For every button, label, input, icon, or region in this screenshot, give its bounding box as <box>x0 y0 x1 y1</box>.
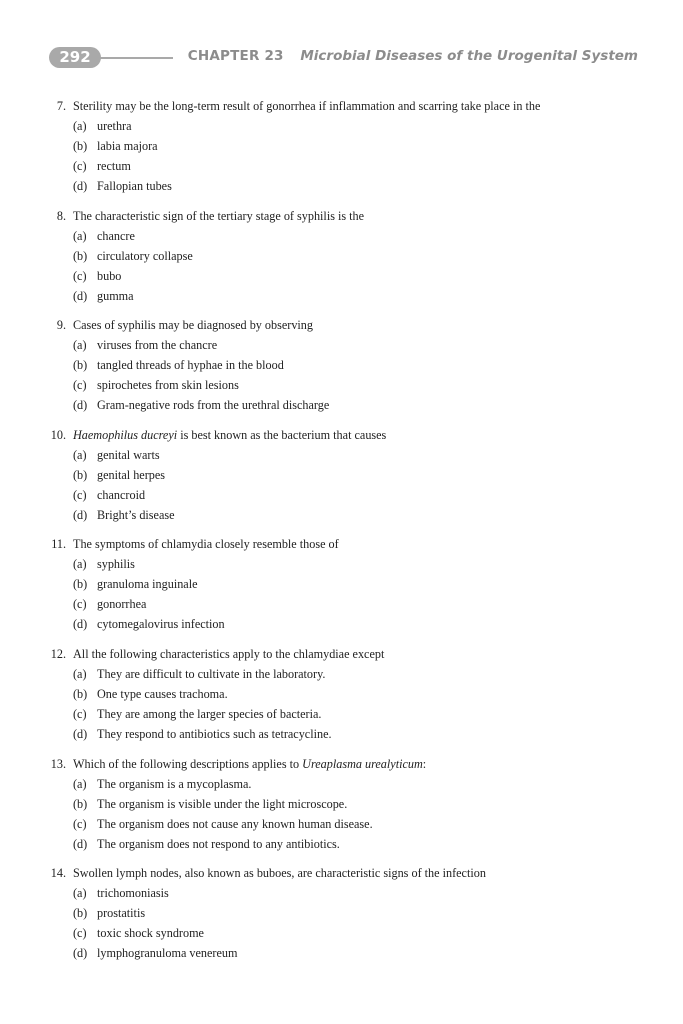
question-number: 14. <box>50 866 66 881</box>
option-text: Fallopian tubes <box>97 179 172 193</box>
question-text: All the following characteristics apply to the chlamydiae except <box>73 646 385 661</box>
question-text: Cases of syphilis may be diagnosed by observing <box>73 318 313 333</box>
answer-option <box>0 704 683 724</box>
option-text: The organism is visible under the light microscope. <box>97 796 348 811</box>
option-text: toxic shock syndrome <box>97 926 204 941</box>
option-letter: (b) <box>73 248 88 263</box>
page-header <box>0 0 683 80</box>
question-stem <box>0 644 683 664</box>
option-letter: (a) <box>73 666 87 681</box>
answer-option <box>0 554 683 574</box>
question-stem <box>0 863 683 883</box>
question-number: 11. <box>51 537 66 552</box>
option-letter: (d) <box>73 617 88 632</box>
answer-option <box>0 266 683 286</box>
answer-option <box>0 445 683 465</box>
option-text: rectum <box>97 159 131 173</box>
question-item <box>0 534 683 634</box>
option-letter: (d) <box>73 836 88 851</box>
option-letter: (b) <box>73 577 88 592</box>
question-stem <box>0 315 683 335</box>
option-letter: (c) <box>73 926 87 941</box>
option-letter: (b) <box>73 467 88 482</box>
option-text: The organism is a mycoplasma. <box>97 776 252 791</box>
answer-option <box>0 574 683 594</box>
question-text: Swollen lymph nodes, also known as buboes, are characteristic signs of the infection <box>73 866 486 881</box>
answer-option <box>0 794 683 814</box>
question-stem <box>0 425 683 445</box>
option-letter: (c) <box>73 378 87 393</box>
option-letter: (a) <box>73 886 87 901</box>
option-letter: (b) <box>73 358 88 373</box>
option-text: lymphogranuloma venereum <box>97 946 238 961</box>
answer-option <box>0 923 683 943</box>
question-stem <box>0 206 683 226</box>
option-letter: (b) <box>73 686 88 701</box>
option-text: genital warts <box>97 447 160 462</box>
question-number: 7. <box>56 99 66 113</box>
option-letter: (c) <box>73 706 87 721</box>
question-item <box>0 863 683 963</box>
question-item <box>0 96 683 196</box>
option-text: granuloma inguinale <box>97 577 198 592</box>
option-text: One type causes trachoma. <box>97 686 228 701</box>
option-letter: (d) <box>73 288 88 303</box>
option-letter: (a) <box>73 228 87 243</box>
question-item <box>0 754 683 854</box>
question-text-italic: Ureaplasma urealyticum <box>302 756 423 771</box>
option-text: The organism does not respond to any antibiotics. <box>97 836 340 851</box>
option-text: bubo <box>97 268 122 283</box>
option-letter: (c) <box>73 816 87 831</box>
answer-option <box>0 286 683 306</box>
option-text: tangled threads of hyphae in the blood <box>97 358 284 373</box>
question-text: The symptoms of chlamydia closely resemble those of <box>73 537 339 552</box>
option-text: They respond to antibiotics such as tetracycline. <box>97 726 332 741</box>
question-stem <box>0 754 683 774</box>
answer-option <box>0 136 683 156</box>
header-rule <box>97 57 173 59</box>
option-text: chancroid <box>97 487 146 502</box>
answer-option <box>0 176 683 196</box>
option-text: The organism does not cause any known human disease. <box>97 816 373 831</box>
option-text: Gram-negative rods from the urethral discharge <box>97 398 330 413</box>
chapter-label: CHAPTER 23 <box>187 48 284 64</box>
answer-option <box>0 485 683 505</box>
option-letter: (d) <box>73 398 88 413</box>
answer-option <box>0 395 683 415</box>
option-letter: (d) <box>73 507 88 522</box>
answer-option <box>0 116 683 136</box>
option-letter: (c) <box>73 268 87 283</box>
answer-option <box>0 156 683 176</box>
option-letter: (d) <box>73 946 88 961</box>
answer-option <box>0 814 683 834</box>
answer-option <box>0 505 683 525</box>
question-stem <box>0 96 683 116</box>
chapter-title: Microbial Diseases of the Urogenital System <box>300 48 638 64</box>
answer-option <box>0 883 683 903</box>
option-letter: (b) <box>73 906 88 921</box>
question-text-tail: : <box>422 756 427 771</box>
answer-option <box>0 834 683 854</box>
running-head <box>188 48 638 64</box>
question-text-tail: is best known as the bacterium that causes <box>177 427 387 442</box>
page-number: 292 <box>49 47 101 68</box>
option-letter: (b) <box>73 139 88 153</box>
option-letter: (a) <box>73 119 87 133</box>
question-text: Which of the following descriptions applies to <box>73 756 303 771</box>
option-letter: (c) <box>73 487 87 502</box>
question-text: The characteristic sign of the tertiary stage of syphilis is the <box>73 208 365 223</box>
option-letter: (b) <box>73 796 88 811</box>
answer-option <box>0 375 683 395</box>
question-item <box>0 206 683 306</box>
question-list <box>0 96 683 973</box>
option-text: gumma <box>97 288 134 303</box>
question-text: Sterility may be the long-term result of gonorrhea if inflammation and scarring take place in the <box>73 99 541 113</box>
question-number: 12. <box>50 646 66 661</box>
answer-option <box>0 774 683 794</box>
question-number: 10. <box>50 427 66 442</box>
question-number: 13. <box>50 756 66 771</box>
question-item <box>0 315 683 415</box>
option-text: spirochetes from skin lesions <box>97 378 239 393</box>
option-text: cytomegalovirus infection <box>97 617 225 632</box>
option-text: gonorrhea <box>97 597 147 612</box>
option-text: chancre <box>97 228 135 243</box>
question-stem <box>0 534 683 554</box>
question-item <box>0 425 683 525</box>
answer-option <box>0 724 683 744</box>
option-letter: (c) <box>73 159 87 173</box>
answer-option <box>0 594 683 614</box>
answer-option <box>0 335 683 355</box>
option-letter: (d) <box>73 179 88 193</box>
option-text: genital herpes <box>97 467 166 482</box>
option-letter: (d) <box>73 726 88 741</box>
question-number: 8. <box>56 208 66 223</box>
answer-option <box>0 664 683 684</box>
answer-option <box>0 465 683 485</box>
option-text: Bright’s disease <box>97 507 175 522</box>
option-text: prostatitis <box>97 906 146 921</box>
option-text: urethra <box>97 119 132 133</box>
option-text: circulatory collapse <box>97 248 193 263</box>
answer-option <box>0 246 683 266</box>
answer-option <box>0 903 683 923</box>
answer-option <box>0 226 683 246</box>
option-text: They are among the larger species of bacteria. <box>97 706 322 721</box>
option-letter: (a) <box>73 776 87 791</box>
question-number: 9. <box>56 318 66 333</box>
answer-option <box>0 355 683 375</box>
question-item <box>0 644 683 744</box>
answer-option <box>0 684 683 704</box>
answer-option <box>0 614 683 634</box>
option-text: trichomoniasis <box>97 886 169 901</box>
option-text: viruses from the chancre <box>97 338 218 353</box>
option-text: syphilis <box>97 557 135 572</box>
answer-option <box>0 943 683 963</box>
option-letter: (a) <box>73 338 87 353</box>
option-text: They are difficult to cultivate in the laboratory. <box>97 666 326 681</box>
option-text: labia majora <box>97 139 158 153</box>
option-letter: (c) <box>73 597 87 612</box>
option-letter: (a) <box>73 447 87 462</box>
option-letter: (a) <box>73 557 87 572</box>
question-text-italic: Haemophilus ducreyi <box>73 427 178 442</box>
